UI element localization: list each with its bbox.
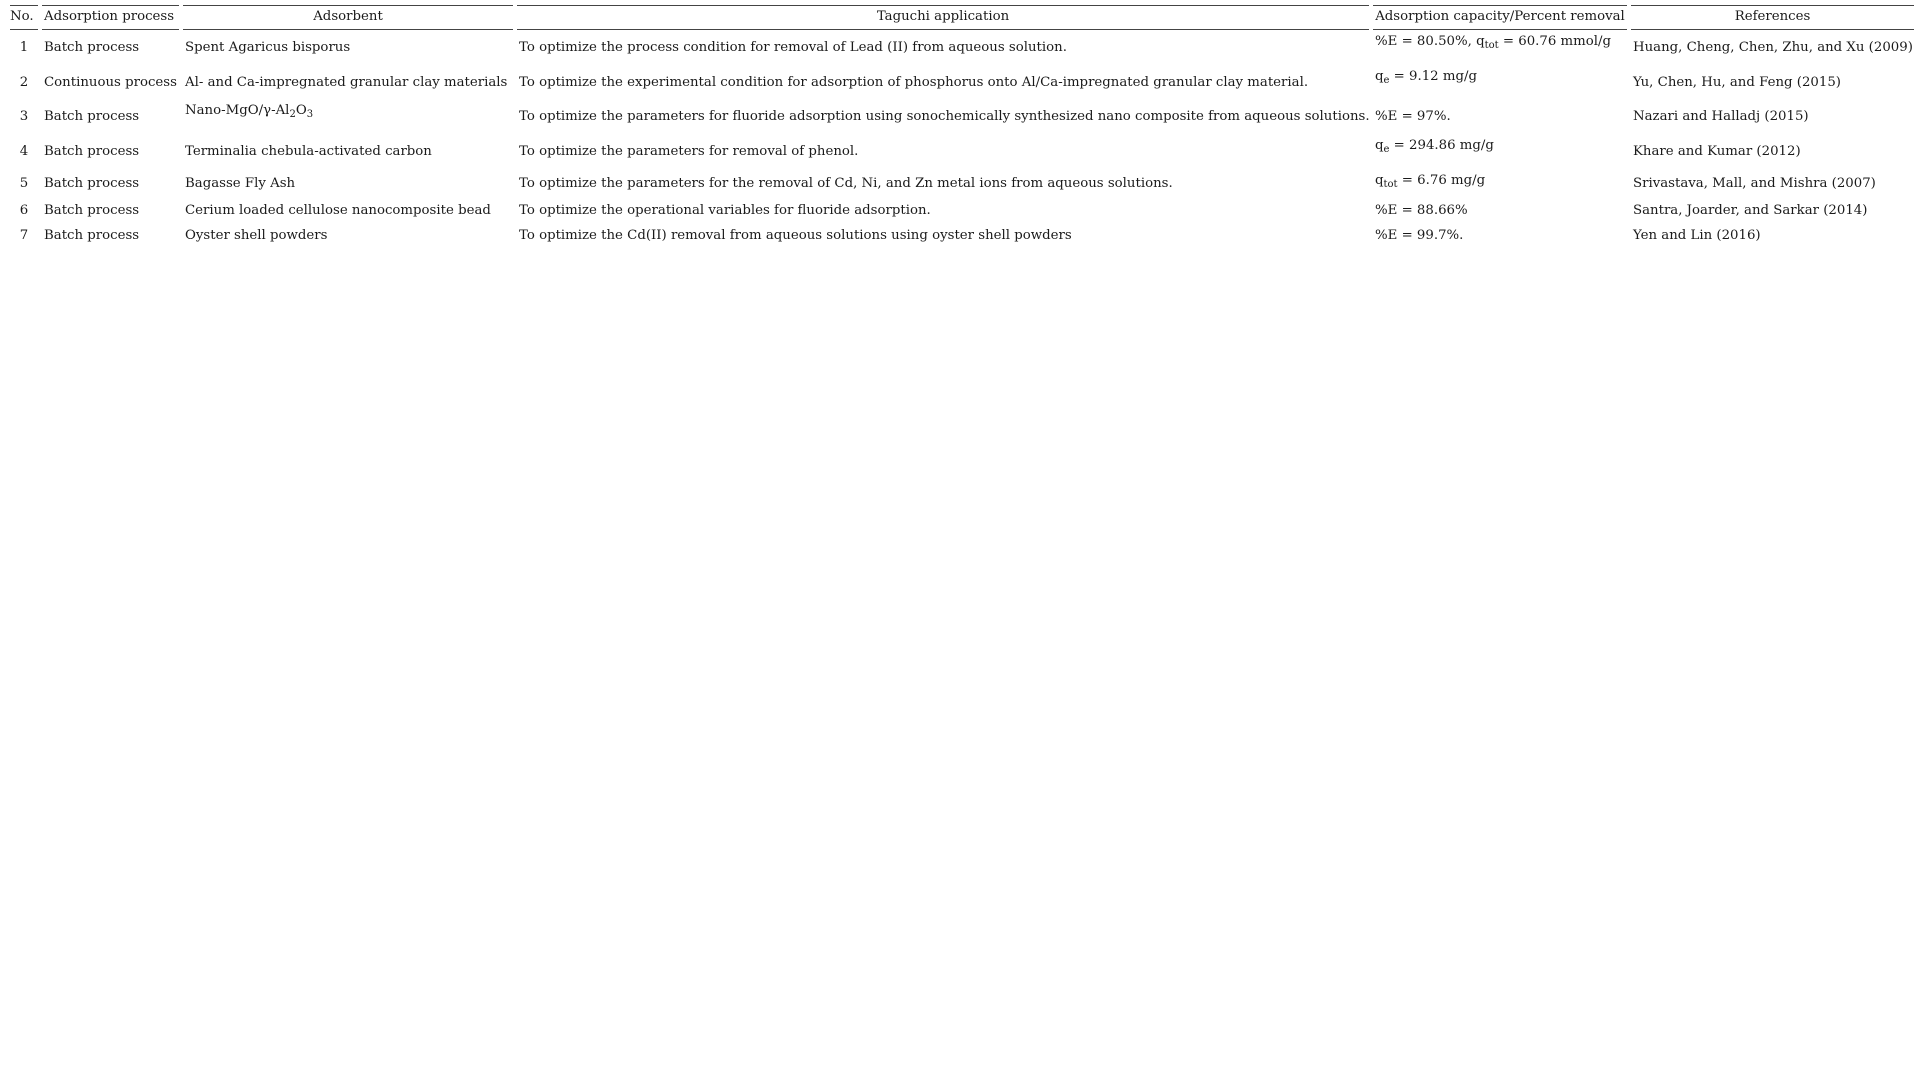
- adsorbent-subscript: 3: [306, 109, 314, 120]
- taguchi-applications-table: [6, 5, 1913, 248]
- row-no: 2: [19, 74, 29, 90]
- row-taguchi: To optimize the parameters for the removal of Cd, Ni, and Zn metal ions from aqueous solutions.: [519, 175, 1173, 191]
- row-reference: Huang, Cheng, Chen, Zhu, and Xu (2009): [1633, 39, 1913, 55]
- row-process: Batch process: [44, 39, 140, 55]
- row-no: 3: [19, 109, 29, 124]
- row-taguchi: To optimize the Cd(II) removal from aqueous solutions using oyster shell powders: [519, 227, 1072, 243]
- row-reference: Yu, Chen, Hu, and Feng (2015): [1633, 74, 1841, 90]
- capacity-text: %E = 80.50%, q: [1375, 34, 1485, 49]
- header-row: [10, 5, 1914, 30]
- data-table: [6, 5, 1916, 248]
- row-capacity: %E = 99.7%.: [1375, 227, 1464, 243]
- row-reference: Nazari and Halladj (2015): [1633, 109, 1809, 124]
- row-capacity: %E = 88.66%: [1375, 202, 1468, 218]
- capacity-text: = 6.76 mg/g: [1397, 173, 1486, 188]
- row-capacity: [1373, 65, 1627, 100]
- header-taguchi-application: Taguchi application: [517, 5, 1369, 30]
- header-no: No.: [10, 5, 38, 30]
- row-process: Batch process: [44, 202, 140, 218]
- row-process: Batch process: [44, 109, 140, 124]
- row-taguchi: To optimize the parameters for removal of phenol.: [519, 143, 859, 159]
- capacity-text: = 60.76 mmol/g: [1498, 34, 1612, 49]
- row-capacity: [1373, 30, 1627, 65]
- row-reference: Yen and Lin (2016): [1633, 227, 1761, 243]
- row-taguchi: To optimize the parameters for fluoride adsorption using sonochemically synthesized nano composite from aqueous solutions.: [519, 109, 1370, 124]
- row-reference: Santra, Joarder, and Sarkar (2014): [1633, 202, 1868, 218]
- row-capacity: %E = 97%.: [1375, 109, 1451, 124]
- row-capacity: [1373, 134, 1627, 169]
- row-taguchi: To optimize the process condition for removal of Lead (II) from aqueous solution.: [519, 39, 1067, 55]
- row-taguchi: To optimize the operational variables for fluoride adsorption.: [519, 202, 931, 218]
- capacity-text: q: [1375, 69, 1384, 84]
- row-reference: Khare and Kumar (2012): [1633, 143, 1801, 159]
- row-adsorbent: Al- and Ca-impregnated granular clay materials: [185, 74, 508, 90]
- row-capacity: [1373, 169, 1627, 198]
- row-adsorbent: Spent Agaricus bisporus: [185, 39, 351, 55]
- header-adsorbent: Adsorbent: [183, 5, 513, 30]
- adsorbent-subscript: 2: [289, 109, 296, 120]
- capacity-subscript: e: [1383, 144, 1390, 155]
- adsorbent-text: Nano-MgO/γ-Al: [185, 103, 290, 118]
- capacity-subscript: tot: [1484, 40, 1499, 51]
- capacity-text: q: [1375, 173, 1384, 188]
- row-process: Batch process: [44, 143, 140, 159]
- row-taguchi: To optimize the experimental condition for adsorption of phosphorus onto Al/Ca-impregnated granular clay material.: [519, 74, 1309, 90]
- row-no: 7: [19, 227, 29, 243]
- row-reference: Srivastava, Mall, and Mishra (2007): [1633, 175, 1876, 191]
- row-no: 6: [19, 202, 29, 218]
- table-header: [10, 5, 1914, 30]
- header-references: References: [1631, 5, 1914, 30]
- capacity-text: q: [1375, 138, 1384, 153]
- header-adsorption-capacity: Adsorption capacity/Percent removal: [1373, 5, 1627, 30]
- table-row: [10, 134, 1914, 169]
- capacity-subscript: tot: [1383, 179, 1398, 190]
- table-row: [10, 30, 1914, 65]
- capacity-text: = 9.12 mg/g: [1389, 69, 1477, 84]
- row-process: Continuous process: [44, 74, 177, 90]
- row-no: 5: [19, 175, 29, 191]
- row-process: Batch process: [44, 175, 140, 191]
- capacity-subscript: e: [1383, 75, 1390, 86]
- row-adsorbent: Bagasse Fly Ash: [185, 175, 296, 191]
- table-row: [10, 169, 1914, 198]
- table-row: [10, 65, 1914, 100]
- row-no: 1: [19, 39, 29, 55]
- table-row: [10, 223, 1914, 248]
- row-adsorbent: Cerium loaded cellulose nanocomposite bead: [185, 202, 491, 218]
- row-adsorbent: Oyster shell powders: [185, 227, 328, 243]
- row-adsorbent: [183, 100, 513, 134]
- table-row: [10, 100, 1914, 134]
- row-adsorbent: Terminalia chebula-activated carbon: [185, 143, 432, 159]
- row-process: Batch process: [44, 227, 140, 243]
- header-adsorption-process: Adsorption process: [42, 5, 179, 30]
- table-body: [10, 30, 1914, 248]
- adsorbent-text: O: [295, 103, 307, 118]
- table-row: [10, 198, 1914, 223]
- capacity-text: = 294.86 mg/g: [1389, 138, 1494, 153]
- row-no: 4: [19, 143, 29, 159]
